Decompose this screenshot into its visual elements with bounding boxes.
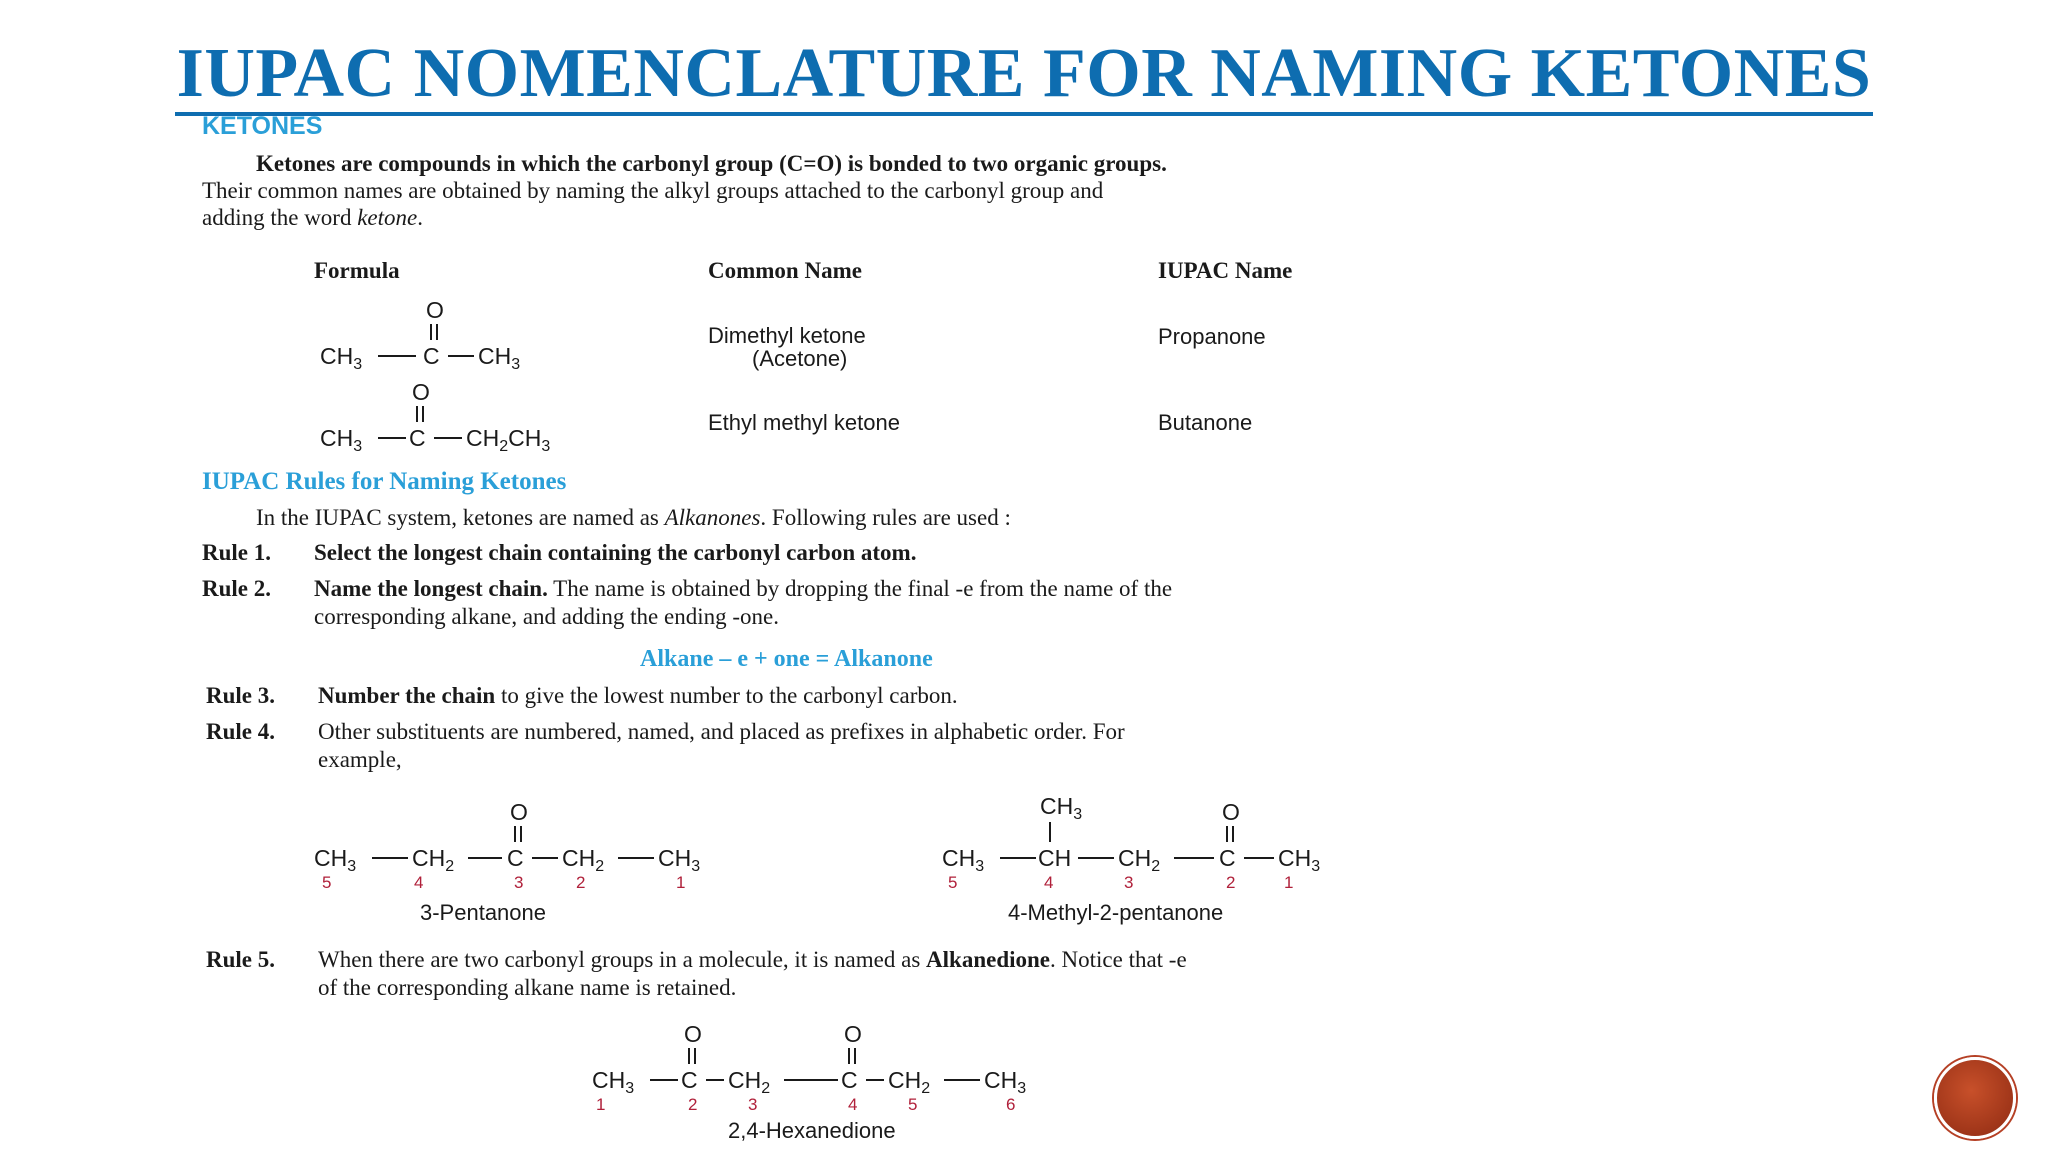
sub-2: 2 <box>445 858 455 875</box>
atom-ch3: CH <box>478 343 512 369</box>
sub-2: 2 <box>761 1080 771 1097</box>
atom-o: O <box>1222 799 1240 825</box>
svg-text:CH3 <box>658 845 700 875</box>
rule-3-text: to give the lowest number to the carbonyl carbon. <box>495 683 958 708</box>
rule-5-bold: Alkanedione <box>926 947 1051 972</box>
intro-line3-italic: ketone <box>357 205 418 230</box>
sub-2: 2 <box>921 1080 931 1097</box>
locant: 1 <box>676 873 686 892</box>
atom-ch2: CH <box>466 425 500 451</box>
atom-ch2: CH <box>888 1067 922 1093</box>
rule-4 <box>206 718 1446 774</box>
atom-ch3: CH <box>320 343 354 369</box>
header-iupac-name: IUPAC Name <box>1158 258 1293 283</box>
atom-ch3: CH <box>1040 793 1074 819</box>
locant: 5 <box>948 873 958 892</box>
atom-o: O <box>412 379 430 405</box>
locant: 5 <box>322 873 332 892</box>
rule-3-label: Rule 3. <box>206 683 275 708</box>
svg-text:CH3 <box>984 1067 1026 1097</box>
svg-text:CH3 <box>320 343 362 372</box>
rule-1 <box>202 539 916 567</box>
intro-paragraph <box>202 150 1442 231</box>
rule-2-label: Rule 2. <box>202 576 271 601</box>
example-name-pentanone: 3-Pentanone <box>420 900 546 925</box>
svg-text:CH3 <box>478 343 520 372</box>
rule-2-text: The name is obtained by dropping the final -e from the name of the <box>547 576 1173 601</box>
sub-3: 3 <box>691 858 701 875</box>
atom-c: C <box>841 1067 858 1093</box>
locant: 5 <box>908 1095 918 1114</box>
locant: 1 <box>1284 873 1294 892</box>
locant: 2 <box>576 873 586 892</box>
butanone-structure <box>310 374 610 454</box>
atom-ch3: CH <box>1278 845 1312 871</box>
intro-line3b: . <box>417 205 423 230</box>
rules-intro-italic: Alkanones <box>664 505 761 530</box>
svg-text:CH3 <box>320 425 362 454</box>
sub-3: 3 <box>1073 806 1083 823</box>
sub-3: 3 <box>1311 858 1321 875</box>
locant: 3 <box>748 1095 758 1114</box>
svg-text:CH3 <box>314 845 356 875</box>
svg-text:CH2CH3 <box>466 425 550 454</box>
sub-2: 2 <box>595 858 605 875</box>
sub-3: 3 <box>975 858 985 875</box>
locant: 4 <box>414 873 424 892</box>
svg-text:CH3 <box>1278 845 1320 875</box>
alkanone-formula: Alkane – e + one = Alkanone <box>640 646 933 672</box>
sub-2: 2 <box>499 438 509 454</box>
sub-2: 2 <box>1151 858 1161 875</box>
atom-o: O <box>844 1021 862 1047</box>
intro-bold: Ketones are compounds in which the carbonyl group (C=O) is bonded to two organic groups. <box>256 151 1167 176</box>
common-name-1b: (Acetone) <box>752 346 848 371</box>
atom-ch2: CH <box>562 845 596 871</box>
locant: 2 <box>1226 873 1236 892</box>
iupac-name-propanone: Propanone <box>1158 324 1266 349</box>
example-name-hexanedione: 2,4-Hexanedione <box>728 1118 896 1143</box>
atom-c: C <box>409 425 426 451</box>
atom-o: O <box>684 1021 702 1047</box>
atom-ch3: CH <box>592 1067 626 1093</box>
rule-5-text: When there are two carbonyl groups in a molecule, it is named as <box>318 947 927 972</box>
rules-intro <box>256 504 1011 531</box>
hexanedione-structure <box>588 1016 1068 1146</box>
rule-5 <box>206 946 1446 1002</box>
sub-3: 3 <box>625 1080 635 1097</box>
intro-line2: Their common names are obtained by naming the alkyl groups attached to the carbonyl group and <box>202 178 1104 203</box>
intro-line3a: adding the word <box>202 205 358 230</box>
svg-text:CH2 <box>412 845 454 875</box>
rule-2-text2: corresponding alkane, and adding the ending -one. <box>314 604 779 629</box>
rule-5-label: Rule 5. <box>206 947 275 972</box>
sub-3: 3 <box>347 858 357 875</box>
header-formula: Formula <box>314 258 400 283</box>
atom-c: C <box>423 343 440 369</box>
slide-title-wrap <box>0 34 2048 114</box>
section-heading-ketones: KETONES <box>202 112 323 140</box>
sub-3: 3 <box>511 356 521 372</box>
methylpentanone-structure <box>938 790 1358 930</box>
example-name-methylpentanone: 4-Methyl-2-pentanone <box>1008 900 1224 925</box>
locant: 6 <box>1006 1095 1016 1114</box>
rule-3 <box>206 682 958 710</box>
locant: 4 <box>848 1095 858 1114</box>
iupac-name-butanone: Butanone <box>1158 410 1253 435</box>
rule-4-text2: example, <box>318 747 402 772</box>
atom-o: O <box>510 799 528 825</box>
atom-ch3: CH <box>314 845 348 871</box>
rule-4-label: Rule 4. <box>206 719 275 744</box>
atom-c: C <box>1219 845 1236 871</box>
rule-4-text: Other substituents are numbered, named, and placed as prefixes in alphabetic order. For <box>318 719 1125 744</box>
propanone-structure <box>310 292 610 372</box>
locant: 1 <box>596 1095 606 1114</box>
sub-3: 3 <box>353 438 363 454</box>
atom-ch: CH <box>1038 845 1072 871</box>
atom-ch2: CH <box>728 1067 762 1093</box>
rule-1-label: Rule 1. <box>202 540 271 565</box>
atom-ch2: CH <box>1118 845 1152 871</box>
svg-text:CH2 <box>888 1067 930 1097</box>
atom-ch3: CH <box>984 1067 1018 1093</box>
rule-1-bold: Select the longest chain containing the carbonyl carbon atom. <box>314 540 917 565</box>
common-name-ethyl-methyl-ketone: Ethyl methyl ketone <box>708 410 900 435</box>
svg-text:CH3 <box>1040 793 1082 823</box>
sub-3: 3 <box>353 356 363 372</box>
common-name-1: Dimethyl ketone <box>708 323 866 348</box>
rule-5-text-b: . Notice that -e <box>1050 947 1187 972</box>
sub-3: 3 <box>1017 1080 1027 1097</box>
locant: 4 <box>1044 873 1054 892</box>
rule-2 <box>202 575 1442 631</box>
atom-ch2: CH <box>412 845 446 871</box>
slide-title: IUPAC NOMENCLATURE FOR NAMING KETONES <box>175 35 1874 116</box>
rules-intro-b: . Following rules are used : <box>760 505 1011 530</box>
svg-text:CH2 <box>1118 845 1160 875</box>
pentanone-structure <box>310 794 750 930</box>
svg-text:CH3 <box>592 1067 634 1097</box>
section-heading-rules: IUPAC Rules for Naming Ketones <box>202 468 567 495</box>
atom-ch3: CH <box>320 425 354 451</box>
sub-3: 3 <box>541 438 551 454</box>
header-common-name: Common Name <box>708 258 862 283</box>
svg-text:CH3 <box>942 845 984 875</box>
locant: 3 <box>514 873 524 892</box>
slide-badge-icon[interactable] <box>1934 1057 2016 1139</box>
atom-c: C <box>681 1067 698 1093</box>
svg-text:CH2 <box>728 1067 770 1097</box>
rule-5-text2: of the corresponding alkane name is retained. <box>318 975 737 1000</box>
atom-ch3: CH <box>658 845 692 871</box>
locant: 2 <box>688 1095 698 1114</box>
common-name-acetone <box>708 324 866 370</box>
rule-2-bold: Name the longest chain. <box>314 576 548 601</box>
locant: 3 <box>1124 873 1134 892</box>
atom-ch3: CH <box>508 425 542 451</box>
atom-c: C <box>507 845 524 871</box>
svg-text:CH2 <box>562 845 604 875</box>
rules-intro-a: In the IUPAC system, ketones are named as <box>256 505 665 530</box>
atom-o: O <box>426 297 444 323</box>
atom-ch3: CH <box>942 845 976 871</box>
rule-3-bold: Number the chain <box>318 683 496 708</box>
